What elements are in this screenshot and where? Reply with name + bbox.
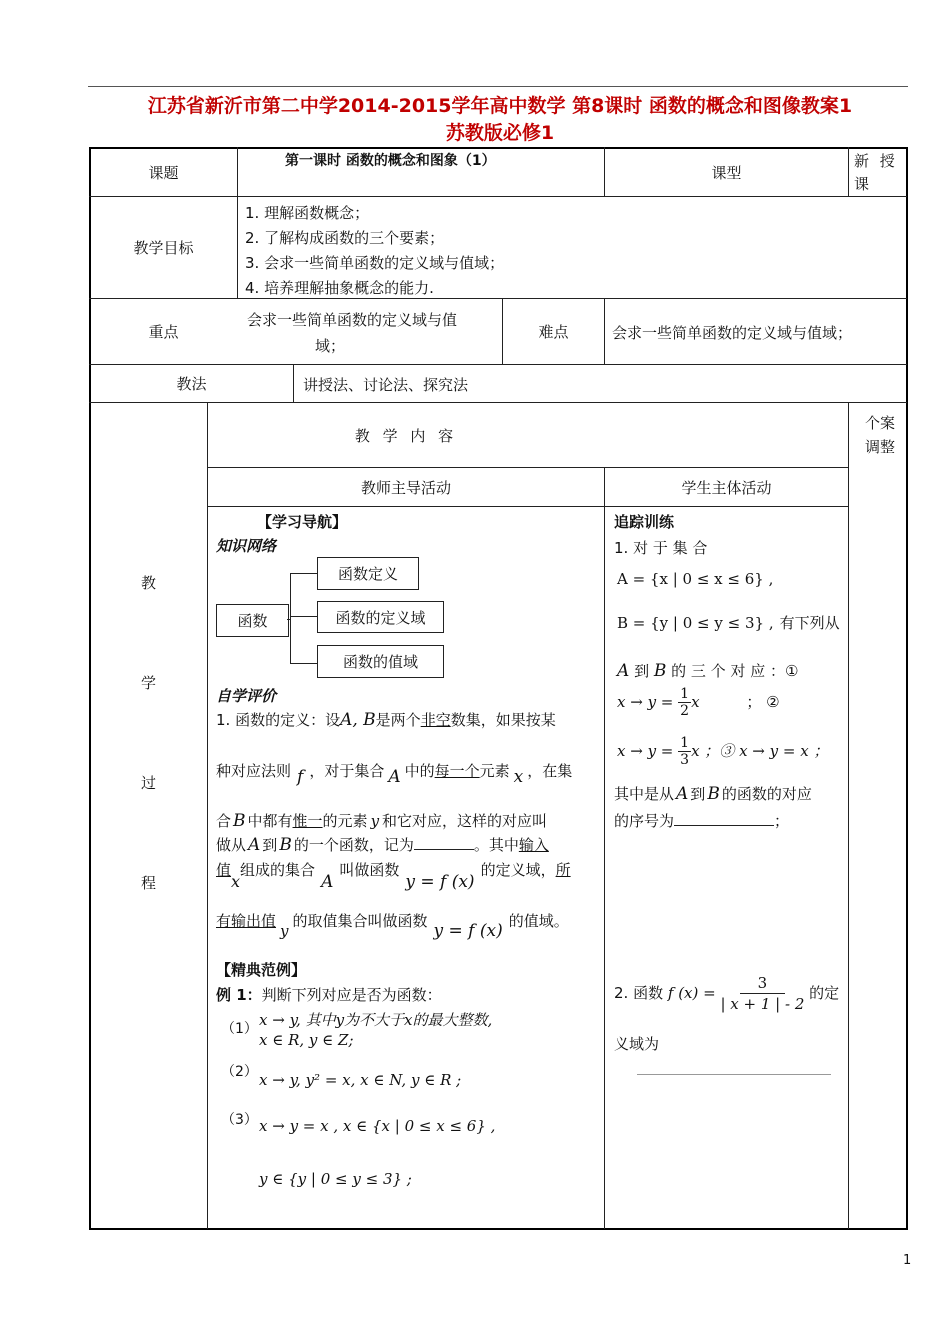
example-item-line: x → y, 其中y为不大于x的最大整数, (259, 1011, 493, 1029)
type-value: 新 授 课 (854, 152, 898, 193)
process-char: 学 (141, 674, 157, 692)
definition-line6: 有输出值y的取值集合叫做函数 y = f (x) 的值域。 (216, 912, 569, 941)
process-char: 教 (141, 574, 157, 592)
content-header: 教 学 内 容 (354, 426, 458, 445)
diagram-branch-range: 函数的值域 (317, 645, 444, 678)
doc-title-line2: 苏教版必修1 (445, 122, 555, 144)
goal-item: 3. 会求一些简单函数的定义域与值域； (245, 254, 505, 272)
focus-text-line1: 会求一些简单函数的定义域与值 (247, 311, 458, 329)
mapping-2-3: x → y = $\frac{1}{3}$ x ；③ x → y = x ； (617, 735, 829, 768)
example-item-line: x → y, y² = x, x ∈ N, y ∈ R ; (259, 1071, 462, 1089)
example-item-num: （3） (221, 1112, 258, 1128)
student-header: 学生主体活动 (681, 478, 772, 497)
definition-line4: 做从 A 到 B 的一个函数，记为 。其中输入 (216, 835, 549, 855)
teacher-header: 教师主导活动 (360, 478, 451, 497)
examples-heading: 【精典范例】 (216, 961, 307, 979)
goal-item: 4. 培养理解抽象概念的能力. (245, 279, 434, 297)
page-number: 1 (903, 1253, 912, 1268)
tracking-heading: 追踪训练 (614, 513, 675, 531)
definition-line2: 种对应法则 f ，对于集合 A 中的每一个元素 x ，在集 (216, 762, 573, 787)
self-eval-heading: 自学评价 (216, 687, 277, 705)
q1-intro: 1. 对 于 集 合 (614, 539, 708, 557)
answer-blank-2[interactable] (637, 1074, 831, 1075)
doc-title-line1: 江苏省新沂市第二中学2014-2015学年高中数学 第8课时 函数的概念和图像教案1 (147, 95, 853, 117)
header-rule (88, 86, 908, 87)
diagram-branch-definition: 函数定义 (317, 557, 419, 590)
difficulty-label: 难点 (538, 323, 569, 341)
definition-line3: 合 B 中都有惟一的元素 y 和它对应，这样的对应叫 (216, 811, 548, 831)
difficulty-text: 会求一些简单函数的定义域与值域； (612, 324, 853, 342)
example-item-num: （2） (221, 1064, 258, 1080)
set-a: A = {x | 0 ≤ x ≤ 6} , (617, 570, 774, 588)
process-char: 过 (141, 774, 157, 792)
learning-guide-heading: 【学习导航】 (257, 513, 348, 531)
goals-label: 教学目标 (133, 239, 194, 257)
q1-line8: 的序号为 ； (614, 812, 790, 830)
example-item-line: y ∈ {y | 0 ≤ y ≤ 3} ; (259, 1170, 412, 1188)
method-text: 讲授法、讨论法、探究法 (303, 376, 469, 394)
definition-line5: 值x组成的集合A叫做函数y = f (x)的定义域，所 (216, 861, 571, 892)
process-char: 程 (141, 874, 157, 892)
knowledge-network-heading: 知识网络 (216, 537, 277, 555)
diagram-branch-domain: 函数的定义域 (317, 601, 444, 633)
q2-line1: 2. 函数 f (x) = $\frac{3}{| x + 1 | - 2}$ 的定 (614, 974, 840, 1013)
q1-line7: 其中是从 A 到 B 的函数的对应 (614, 784, 812, 804)
q1-line4: A 到 B 的 三 个 对 应 ：① (617, 661, 799, 681)
example-item-line: x → y = x , x ∈ {x | 0 ≤ x ≤ 6} , (259, 1117, 496, 1135)
focus-text-line2: 域； (315, 337, 346, 355)
goal-item: 2. 了解构成函数的三个要素； (245, 229, 445, 247)
topic-label: 课题 (148, 163, 179, 182)
method-label: 教法 (176, 375, 207, 393)
topic-title: 第一课时 函数的概念和图象（1） (285, 153, 496, 169)
set-b-line: B = {y | 0 ≤ y ≤ 3} , 有下列从 (617, 614, 840, 632)
adjust-label: 个案调整 (864, 414, 895, 456)
function-definition: 1. 函数的定义：设A, B是两个非空数集，如果按某 (216, 710, 556, 730)
mapping-1: x → y = $\frac{1}{2}$ x ； ② (617, 686, 780, 719)
example1: 例 1：判断下列对应是否为函数： (216, 986, 442, 1004)
example-item-num: （1） (221, 1021, 258, 1037)
q2-line2: 义域为 (614, 1035, 660, 1053)
focus-label: 重点 (148, 323, 179, 341)
goal-item: 1. 理解函数概念； (245, 204, 370, 222)
diagram-root-box: 函数 (216, 604, 289, 637)
type-label: 课型 (711, 163, 742, 182)
example-item-line: x ∈ R, y ∈ Z; (259, 1031, 354, 1049)
goals-list (245, 201, 504, 301)
